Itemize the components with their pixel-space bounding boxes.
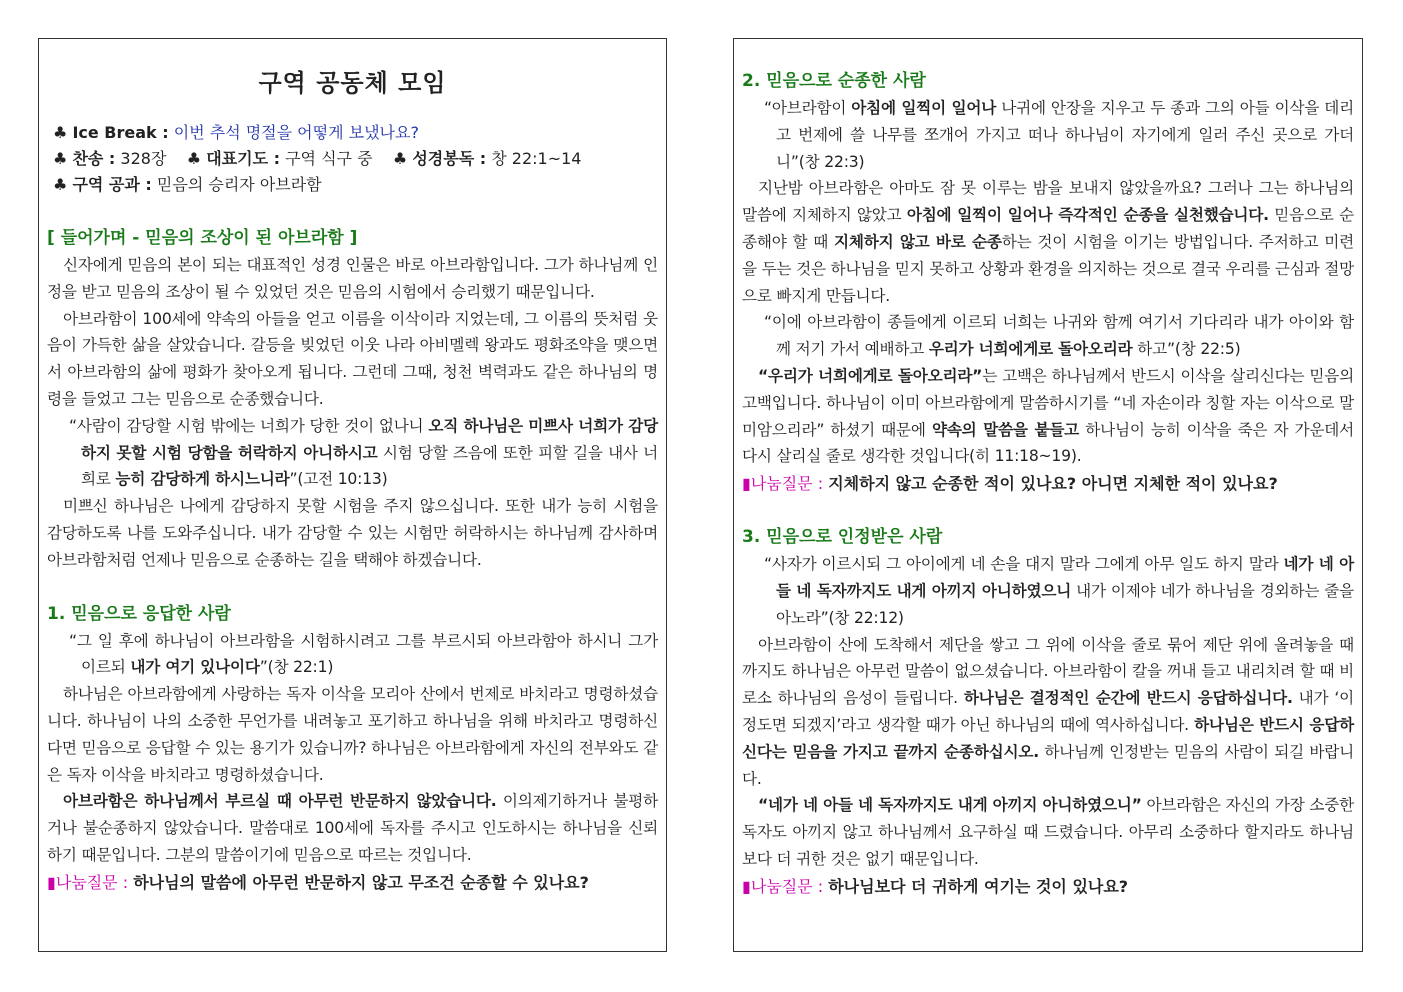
section-3-scripture-quote: “사자가 이르시되 그 아이에게 네 손을 대지 말라 그에게 아무 일도 하지 말라 네가 네 아들 네 독자까지도 내게 아끼지 아니하였으니 내가 이제야 네가 하나님을 경외하는 줄을 아노라”(창 22:12)	[764, 555, 1354, 627]
worship-line	[53, 146, 658, 172]
bar-icon: ▮	[47, 872, 56, 892]
left-page	[38, 38, 667, 952]
section-1-paragraph-2: 아브라함은 하나님께서 부르실 때 아무런 반문하지 않았습니다. 이의제기하거나 불평하거나 불순종하지 않았습니다. 말씀대로 100세에 독자를 주시고 인도하시는 하나님을 신뢰하기 때문입니다. 그분의 말씀이기에 믿음으로 따르는 것입니다.	[47, 792, 658, 864]
section-2-scripture-quote: “아브라함이 아침에 일찍이 일어나 나귀에 안장을 지우고 두 종과 그의 아들 이삭을 데리고 번제에 쓸 나무를 쪼개어 가지고 떠나 하나님이 자기에게 일러 주신 곳으로 가더니”(창 22:3)	[764, 99, 1354, 171]
club-icon: ♣	[53, 123, 68, 142]
section-3-paragraph-1: 아브라함이 산에 도착해서 제단을 쌓고 그 위에 이삭을 줄로 묶어 제단 위에 올려놓을 때까지도 하나님은 아무런 말씀이 없으셨습니다. 아브라함이 칼을 꺼내 들고 내리치려 할 때 비로소 하나님의 음성이 들립니다. 하나님은 결정적인 순간에 반드시 응답하십니다. 내가 ‘이 정도면 되겠지’라고 생각할 때가 아닌 하나님의 때에 역사하십니다. 하나님은 반드시 응답하신다는 믿음을 가지고 끝까지 순종하십시오. 하나님께 인정받는 믿음의 사람이 되길 바랍니다.	[742, 635, 1355, 788]
icebreak-label: Ice Break :	[72, 123, 169, 142]
section-3-paragraph-2: “네가 네 아들 네 독자까지도 내게 아끼지 아니하였으니” 아브라함은 자신의 가장 소중한 독자도 아끼지 않고 하나님께서 요구하실 때 드렸습니다. 아무리 소중하다 할지라도 하나님보다 더 귀한 것은 없기 때문입니다.	[742, 796, 1354, 868]
hymn-label: 찬송 :	[72, 149, 116, 168]
club-icon: ♣	[53, 149, 68, 168]
section-3-sharing-question: ▮나눔질문 : 하나님보다 더 귀하게 여기는 것이 있나요?	[742, 876, 1129, 896]
section-2-scripture-quote-2: “이에 아브라함이 종들에게 이르되 너희는 나귀와 함께 여기서 기다리라 내가 아이와 함께 저기 가서 예배하고 우리가 너희에게로 돌아오리라 하고”(창 22:5)	[764, 313, 1354, 359]
club-icon: ♣	[392, 149, 408, 168]
section-3-heading: 3. 믿음으로 인정받은 사람	[742, 527, 943, 548]
intro-paragraph-2: 아브라함이 100세에 약속의 아들을 얻고 이름을 이삭이라 지었는데, 그 이름의 뜻처럼 웃음이 가득한 삶을 살았습니다. 갈등을 빚었던 이웃 나라 아비멜렉 왕과도 평화조약을 맺으면서 아브라함의 삶에 평화가 찾아오게 됩니다. 그런데 그때, 청천 벽력과도 같은 하나님의 명령을 들었고 그는 믿음으로 순종했습니다.	[47, 309, 658, 408]
lesson-line	[53, 172, 658, 198]
section-1-sharing-question: ▮나눔질문 : 하나님의 말씀에 아무런 반문하지 않고 무조건 순종할 수 있나요?	[47, 872, 589, 892]
section-1-scripture-quote: “그 일 후에 하나님이 아브라함을 시험하시려고 그를 부르시되 아브라함아 하시니 그가 이르되 내가 여기 있나이다”(창 22:1)	[69, 631, 658, 677]
intro-heading: [ 들어가며 - 믿음의 조상이 된 아브라함 ]	[47, 228, 358, 248]
bar-icon: ▮	[742, 876, 751, 896]
lesson-value: 믿음의 승리자 아브라함	[156, 175, 322, 194]
icebreak-line	[53, 120, 658, 146]
section-2-paragraph-2: “우리가 너희에게로 돌아오리라”는 고백은 하나님께서 반드시 이삭을 살리신다는 믿음의 고백입니다. 하나님이 이미 아브라함에게 말씀하시기를 “네 자손이라 칭할 자는 이삭으로 말미암으리라” 하셨기 때문에 약속의 말씀을 붙들고 하나님이 능히 이삭을 죽은 자 가운데서 다시 살리실 줄로 생각한 것입니다(히 11:18~19).	[742, 366, 1354, 466]
right-page	[733, 38, 1363, 952]
section-1-heading: 1. 믿음으로 응답한 사람	[47, 603, 231, 624]
section-2-heading: 2. 믿음으로 순종한 사람	[742, 71, 926, 91]
section-2-paragraph-1: 지난밤 아브라함은 아마도 잠 못 이루는 밤을 보내지 않았을까요? 그러나 그는 하나님의 말씀에 지체하지 않았고 아침에 일찍이 일어나 즉각적인 순종을 실천했습니다. 믿음으로 순종해야 할 때 지체하지 않고 바로 순종하는 것이 시험을 이기는 방법입니다. 주저하고 미련을 두는 것은 하나님을 믿지 못하고 상황과 환경을 의지하는 것으로 결국 우리를 근심과 절망으로 빠지게 만듭니다.	[742, 179, 1354, 305]
intro-paragraph-1: 신자에게 믿음의 본이 되는 대표적인 성경 인물은 바로 아브라함입니다. 그가 하나님께 인정을 받고 믿음의 조상이 될 수 있었던 것은 믿음의 시험에서 승리했기 때문입니다.	[47, 256, 658, 301]
bar-icon: ▮	[742, 474, 751, 494]
reading-value: 창 22:1~14	[491, 149, 582, 168]
section-2-sharing-question: ▮나눔질문 : 지체하지 않고 순종한 적이 있나요? 아니면 지체한 적이 있나요?	[742, 474, 1278, 494]
club-icon: ♣	[53, 175, 68, 194]
club-icon: ♣	[186, 149, 202, 168]
section-1-paragraph-1: 하나님은 아브라함에게 사랑하는 독자 이삭을 모리아 산에서 번제로 바치라고 명령하셨습니다. 하나님이 나의 소중한 무언가를 내려놓고 포기하고 하나님을 위해 바치라고 명령하신다면 믿음으로 응답할 수 있는 용기가 있습니까? 하나님은 아브라함에게 자신의 전부와도 같은 독자 이삭을 바치라고 명령하셨습니다.	[47, 685, 658, 784]
lesson-label: 구역 공과 :	[72, 175, 152, 194]
prayer-value: 구역 식구 중	[285, 149, 373, 168]
hymn-value: 328장	[120, 149, 167, 168]
intro-scripture-quote: “사람이 감당할 시험 밖에는 너희가 당한 것이 없나니 오직 하나님은 미쁘사 너희가 감당하지 못할 시험 당함을 허락하지 아니하시고 시험 당할 즈음에 또한 피할 길을 내사 너희로 능히 감당하게 하시느니라”(고전 10:13)	[69, 416, 658, 489]
intro-paragraph-3: 미쁘신 하나님은 나에게 감당하지 못할 시험을 주지 않으십니다. 또한 내가 능히 시험을 감당하도록 나를 도와주십니다. 내가 감당할 수 있는 시험만 허락하시는 하나님께 감사하며 아브라함처럼 언제나 믿음으로 순종하는 길을 택해야 하겠습니다.	[47, 497, 658, 569]
icebreak-value: 이번 추석 명절을 어떻게 보냈나요?	[173, 123, 419, 142]
reading-label: 성경봉독 :	[412, 149, 487, 168]
page-title: 구역 공동체 모임	[258, 69, 447, 97]
prayer-label: 대표기도 :	[206, 149, 280, 168]
